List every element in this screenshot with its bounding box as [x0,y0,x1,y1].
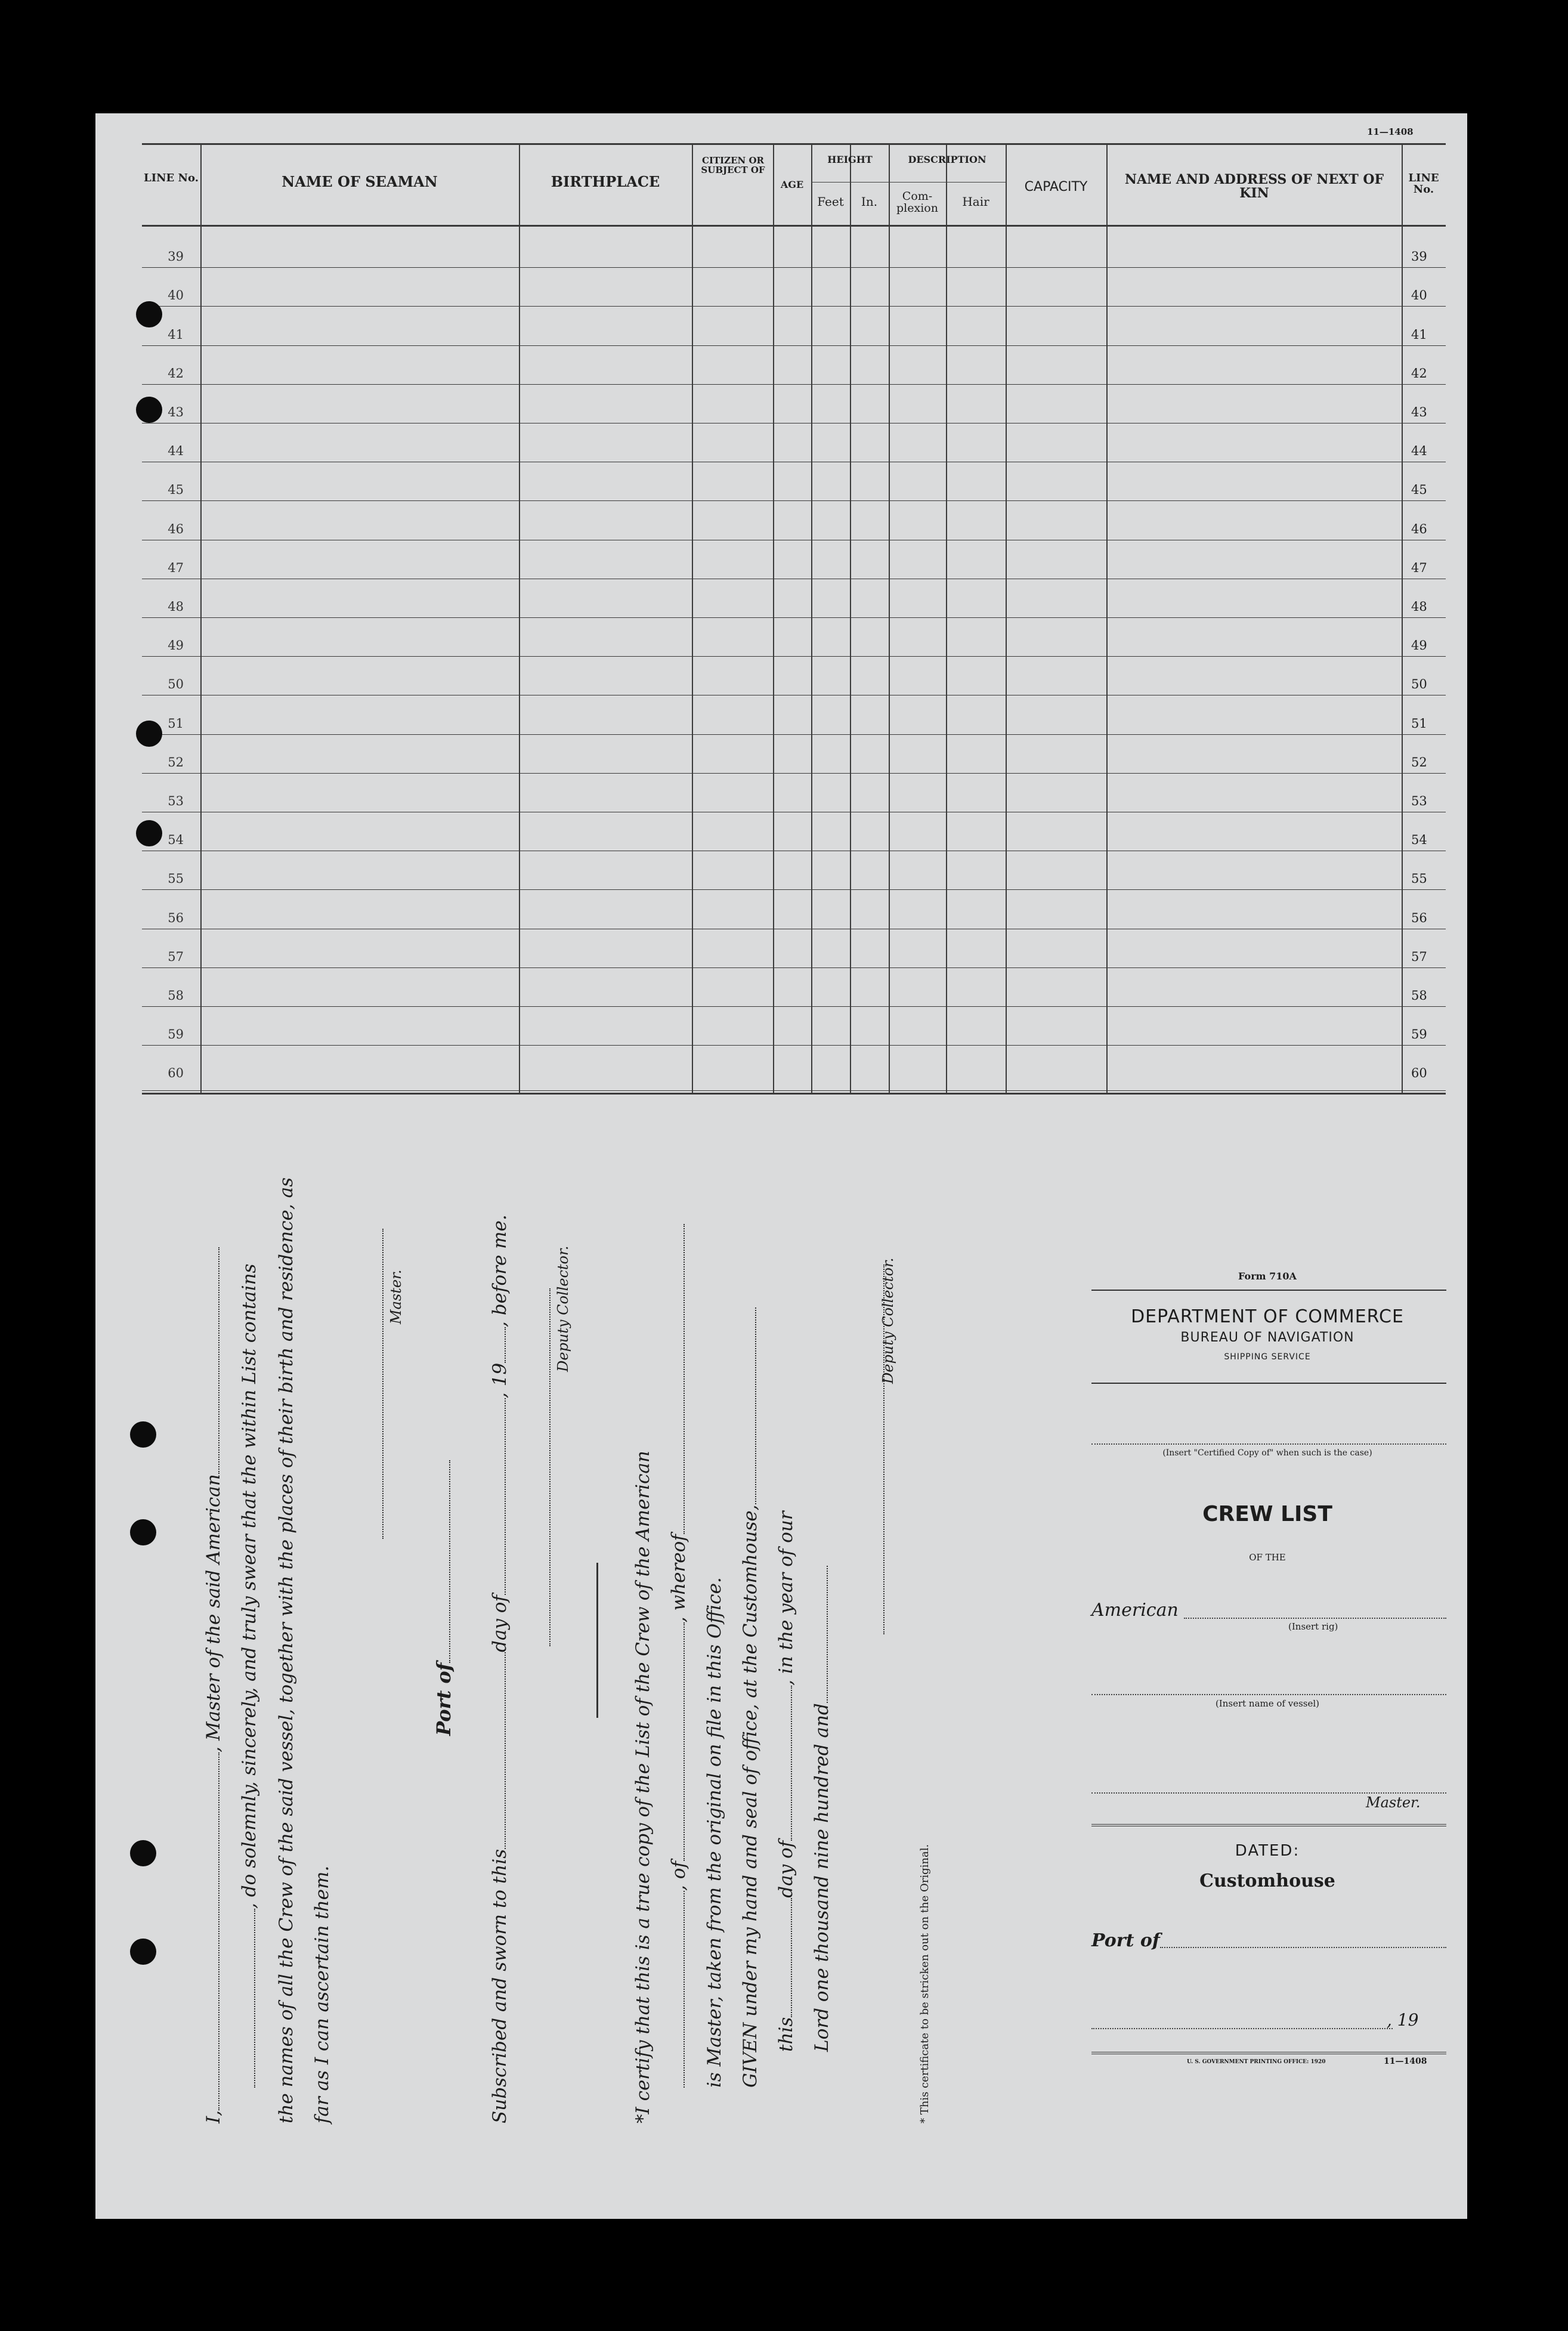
table-row [142,306,1446,307]
table-row [142,345,1446,346]
col-divider [946,143,947,1095]
line-number-left: 56 [168,910,184,925]
col-divider [1106,143,1108,1095]
deputy-collector-label-1: Deputy Collector. [555,1245,571,1372]
col-divider [889,143,890,1095]
line-number-left: 58 [168,988,184,1003]
table-row [142,384,1446,385]
crew-list-table [142,143,1446,1095]
of-the-label: OF THE [1249,1552,1286,1563]
header-age: AGE [780,179,804,190]
line-number-right: 44 [1411,444,1427,459]
line-number-right: 48 [1411,599,1427,614]
line-number-right: 43 [1411,405,1427,419]
master-name-line [1091,1792,1446,1794]
line-number-left: 53 [168,794,184,808]
header-description: DESCRIPTION [908,154,986,165]
table-row [142,1045,1446,1046]
col-divider [1006,143,1007,1095]
certificate-footnote: * This certificate to be stricken out on the Original. [918,1844,931,2123]
table-row [142,734,1446,735]
height-subrule [811,182,889,183]
binder-hole [136,721,162,747]
master-oath-certificate [179,1169,954,2123]
header-capacity: CAPACITY [1024,180,1088,194]
cover-top-rule [1091,1290,1446,1291]
table-row [142,967,1446,968]
line-number-left: 50 [168,677,184,692]
form-710a-label: Form 710A [1238,1270,1297,1282]
table-row [142,773,1446,774]
binder-hole [136,397,162,423]
cover-rule-3 [1091,1824,1446,1826]
line-number-right: 45 [1411,483,1427,497]
customhouse-label: Customhouse [1199,1871,1335,1891]
rig-line [1184,1618,1446,1619]
line-number-right: 52 [1411,755,1427,769]
line-number-left: 55 [168,871,184,886]
line-number-left: 39 [168,249,184,264]
line-number-right: 60 [1411,1066,1427,1081]
line-number-left: 59 [168,1027,184,1042]
header-line-no-right: LINE No. [1408,172,1439,196]
port-of-cover-label: Port of [1091,1930,1160,1951]
year-label: , 19 [1387,2010,1419,2030]
oath-line-4: far as I can ascertain them. [311,1865,333,2123]
header-bottom-border [142,225,1446,227]
insert-certified-note: (Insert "Certified Copy of" when such is the case) [1162,1448,1372,1458]
header-birthplace: BIRTHPLACE [550,173,660,190]
line-number-right: 53 [1411,794,1427,808]
master-label: Master. [388,1269,404,1324]
printing-office-note: U. S. GOVERNMENT PRINTING OFFICE: 1920 [1187,2059,1326,2065]
line-number-left: 45 [168,483,184,497]
line-number-left: 51 [168,716,184,731]
certify-line-3: is Master, taken from the original on file in this Office. [704,1577,725,2088]
line-number-right: 58 [1411,988,1427,1003]
certified-copy-line [1091,1443,1446,1445]
col-divider [692,143,693,1095]
col-divider [200,143,202,1095]
oath-line-2: , do solemnly, sincerely, and truly swear that the within List contains [239,1264,260,2088]
insert-vessel-note: (Insert name of vessel) [1215,1698,1320,1709]
binder-hole [130,1421,156,1448]
binder-hole [130,1939,156,1965]
american-label: American [1091,1600,1179,1621]
header-next-of-kin: NAME AND ADDRESS OF NEXT OF KIN [1124,172,1384,202]
line-number-left: 46 [168,521,184,536]
line-number-left: 60 [168,1066,184,1081]
master-signature-line [367,1229,388,1539]
line-number-right: 56 [1411,910,1427,925]
header-height: HEIGHT [827,154,873,165]
vessel-name-line [1091,1694,1446,1695]
line-number-left: 48 [168,599,184,614]
binder-hole [130,1840,156,1866]
given-line-1: GIVEN under my hand and seal of office, at the Customhouse, [740,1308,761,2088]
line-number-right: 46 [1411,521,1427,536]
subscribed-line: Subscribed and sworn to thisday of, 19, before me. [489,1214,511,2123]
line-number-right: 42 [1411,366,1427,381]
header-name-of-seaman: NAME OF SEAMAN [282,173,438,190]
col-divider [773,143,774,1095]
given-line-3: Lord one thousand nine hundred and [811,1566,833,2052]
header-complexion: Com-plexion [896,190,938,215]
given-line-2: thisday of, in the year of our [775,1511,797,2052]
binder-hole [130,1519,156,1545]
master-cover-label: Master. [1366,1794,1421,1811]
line-number-left: 57 [168,949,184,964]
oath-line-1: I,, Master of the said American [203,1247,224,2123]
service-title: SHIPPING SERVICE [1224,1352,1311,1362]
table-top-border [142,143,1446,145]
description-subrule [889,182,1006,183]
line-number-right: 47 [1411,560,1427,575]
crew-list-title: CREW LIST [1202,1502,1332,1526]
line-number-right: 41 [1411,327,1427,342]
col-divider [1402,143,1403,1095]
header-citizen: CITIZEN OR SUBJECT OF [701,155,765,175]
line-number-right: 51 [1411,716,1427,731]
form-number-top: 11—1408 [1367,126,1414,137]
line-number-right: 39 [1411,249,1427,264]
line-number-left: 44 [168,444,184,459]
certify-line-1: *I certify that this is a true copy of the List of the Crew of the American [632,1451,654,2123]
cover-bottom-rule [1091,2052,1446,2054]
header-feet: Feet [817,194,844,209]
line-number-left: 54 [168,833,184,848]
line-number-left: 41 [168,327,184,342]
certify-line-2: , of, whereof [668,1224,689,2088]
deputy-collector-line-1 [534,1288,555,1646]
line-number-left: 47 [168,560,184,575]
deputy-collector-label-2: Deputy Collector. [880,1257,896,1384]
table-row [142,889,1446,890]
bureau-title: BUREAU OF NAVIGATION [1180,1330,1354,1345]
port-line [1160,1947,1446,1948]
table-row [142,1090,1446,1091]
table-row [142,656,1446,657]
line-number-right: 57 [1411,949,1427,964]
line-number-left: 52 [168,755,184,769]
line-number-right: 54 [1411,833,1427,848]
line-number-right: 59 [1411,1027,1427,1042]
insert-rig-note: (Insert rig) [1288,1621,1338,1632]
line-number-right: 40 [1411,288,1427,303]
table-bottom-border [142,1093,1446,1095]
line-number-left: 49 [168,638,184,653]
table-row [142,500,1446,501]
table-row [142,1006,1446,1007]
col-divider [850,143,851,1095]
binder-hole [136,301,162,327]
form-number-bottom: 11—1408 [1384,2057,1427,2066]
table-row [142,617,1446,618]
line-number-left: 42 [168,366,184,381]
line-number-left: 40 [168,288,184,303]
date-line [1091,2028,1393,2029]
header-inches: In. [861,194,878,209]
line-number-right: 50 [1411,677,1427,692]
port-of-line: Port of [432,1460,455,1736]
line-number-right: 55 [1411,871,1427,886]
table-row [142,267,1446,268]
line-number-right: 49 [1411,638,1427,653]
cover-rule-2 [1091,1383,1446,1384]
separator-rule [596,1563,598,1718]
dated-label: DATED: [1235,1842,1300,1860]
header-line-no: LINE No. [144,172,199,184]
department-title: DEPARTMENT OF COMMERCE [1131,1306,1404,1327]
binder-hole [136,820,162,846]
oath-line-3: the names of all the Crew of the said vessel, together with the places of their birth and residence, as [276,1177,297,2123]
col-divider [811,143,812,1095]
col-divider [519,143,520,1095]
line-number-left: 43 [168,405,184,419]
header-hair: Hair [962,194,989,209]
